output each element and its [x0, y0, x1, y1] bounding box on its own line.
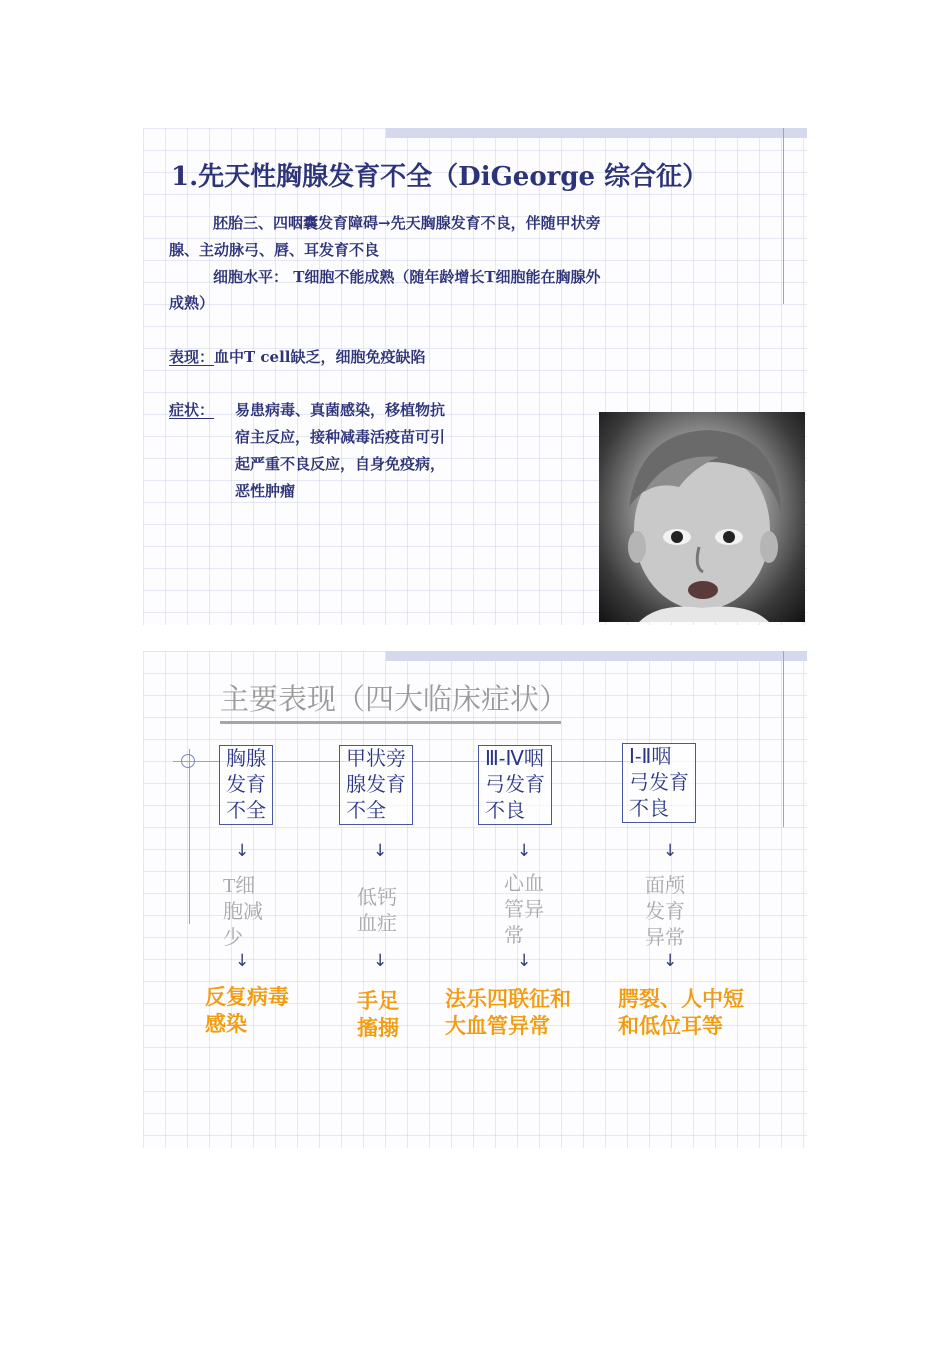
symptom-line: 恶性肿瘤 [235, 482, 296, 500]
result-viral-infection: 反复病毒 感染 [205, 986, 289, 1036]
slide-top-bar [386, 651, 807, 661]
down-arrow-icon: ↓ [663, 951, 678, 971]
effect-t-cell: T细 胞减 少 [223, 875, 263, 949]
child-face-illustration [599, 412, 805, 622]
slide-digeorge-overview [143, 128, 807, 625]
para1-line1: 胚胎三、四咽囊发育障碍→先天胸腺发育不良，伴随甲状旁 [213, 214, 601, 232]
symptom-label: 症状： [169, 401, 215, 419]
manifestation-row [169, 346, 425, 367]
symptom-line: 宿主反应，接种减毒活疫苗可引 [235, 428, 446, 446]
effect-cardiovascular: 心血 管异 常 [504, 873, 544, 947]
result-cleft-palate: 腭裂、人中短 和低位耳等 [618, 988, 744, 1038]
feature-box-parathyroid: 甲状旁 腺发育 不全 [339, 745, 413, 825]
feature-box-thymus: 胸腺 发育 不全 [219, 745, 273, 825]
down-arrow-icon: ↓ [373, 841, 388, 861]
manifestation-label: 表现： [169, 348, 215, 366]
down-arrow-icon: ↓ [517, 841, 532, 861]
patient-photo [599, 412, 805, 622]
para2-line1: 细胞水平： T细胞不能成熟（随年龄增长T细胞能在胸腺外 [213, 268, 601, 286]
feature-box-arch-3-4: Ⅲ-Ⅳ咽 弓发育 不良 [478, 745, 552, 825]
title-underline [220, 721, 561, 724]
result-tetany: 手足 搐搦 [357, 990, 399, 1040]
slide-title: 1.先天性胸腺发育不全（DiGeorge 综合征） [171, 162, 709, 192]
decor-vertical-line-left [189, 749, 190, 924]
result-tetralogy: 法乐四联征和 大血管异常 [445, 988, 571, 1038]
slide-top-bar [386, 128, 807, 138]
effect-craniofacial: 面颅 发育 异常 [645, 875, 685, 949]
symptom-line: 起严重不良反应，自身免疫病， [235, 455, 446, 473]
decor-vertical-line [783, 651, 784, 827]
down-arrow-icon: ↓ [517, 951, 532, 971]
decor-circle [181, 754, 195, 768]
slide-four-clinical-features [143, 651, 807, 1148]
effect-hypocalcemia: 低钙 血症 [357, 887, 397, 935]
down-arrow-icon: ↓ [663, 841, 678, 861]
para1-line2: 腺、主动脉弓、唇、耳发育不良 [169, 241, 380, 259]
symptom-line: 易患病毒、真菌感染，移植物抗 [235, 401, 446, 419]
para2-line2: 成熟） [169, 294, 215, 312]
down-arrow-icon: ↓ [373, 951, 388, 971]
decor-vertical-line [783, 128, 784, 304]
down-arrow-icon: ↓ [235, 841, 250, 861]
down-arrow-icon: ↓ [235, 951, 250, 971]
feature-box-arch-1-2: Ⅰ-Ⅱ咽 弓发育 不良 [622, 743, 696, 823]
slide-title: 主要表现（四大临床症状） [220, 684, 569, 716]
manifestation-text: 血中T cell缺乏，细胞免疫缺陷 [214, 348, 426, 366]
